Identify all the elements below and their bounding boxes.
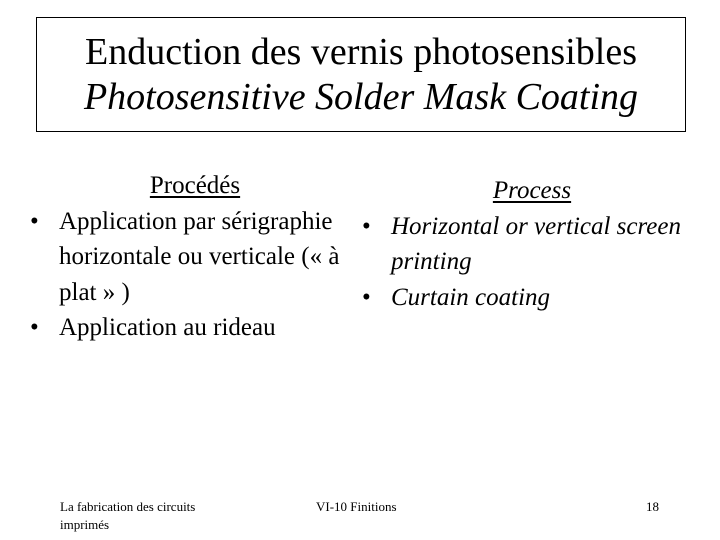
slide-title-english: Photosensitive Solder Mask Coating [83, 75, 639, 118]
left-column-french [30, 168, 360, 346]
bullet-item: • Curtain coating [362, 280, 692, 316]
page-number: 18 [646, 499, 659, 514]
english-bullet-list [362, 209, 692, 316]
column-heading-procedes: Procédés [149, 172, 241, 199]
footer-course-title: La fabrication des circuits imprimés [60, 499, 196, 532]
bullet-item: • Horizontal or vertical screen printing [362, 209, 692, 280]
right-column-english [362, 173, 692, 315]
footer-chapter: VI-10 Finitions [316, 499, 397, 514]
bullet-item: • Application par sérigraphie horizontale ou verticale (« à plat » ) [30, 204, 360, 311]
bullet-item: • Application au rideau [30, 310, 360, 346]
french-bullet-list [30, 204, 360, 346]
title-box [36, 17, 686, 132]
slide-title-french: Enduction des vernis photosensibles [85, 30, 637, 73]
column-heading-process: Process [492, 177, 572, 204]
